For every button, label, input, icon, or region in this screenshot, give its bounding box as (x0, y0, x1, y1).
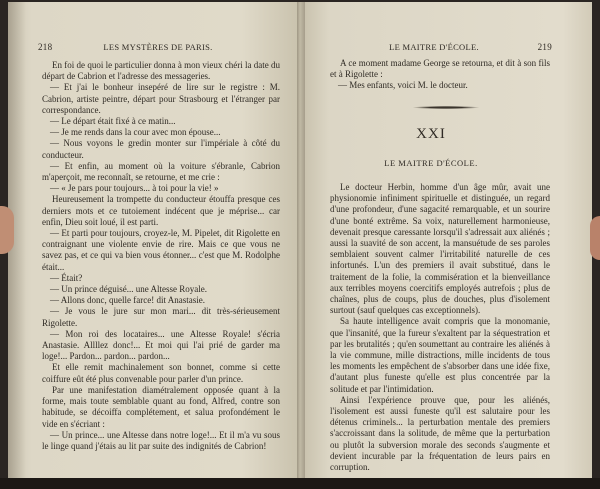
book-gutter (297, 2, 305, 480)
paragraph: Sa haute intelligence avait compris que la monomanie, que l'insanité, que la fureur s'exaltent par la séquestration et par les brutalités ; qu'en soumettant au contraire les aliénés à la vie commune, mille distractions, mille incidents de tous les moments les empêchent de s'absorber dans une idée fixe, d'autant plus funeste qu'elle est plus concentrée par la solitude et par l'intimidation. (330, 316, 550, 394)
running-head-title-left: LES MYSTÈRES DE PARIS. (103, 42, 213, 52)
paragraph: En foi de quoi le particulier donna à mon vieux chéri la date du départ de Cabrion et l'adresse des messageries. (42, 60, 280, 82)
left-page-text (42, 60, 280, 452)
running-head-title-right: LE MAITRE D'ÉCOLE. (389, 42, 479, 52)
right-page (300, 2, 592, 480)
page-number-right: 219 (537, 42, 552, 52)
right-page-intro (330, 58, 550, 92)
paragraph: Et elle remit machinalement son bonnet, comme si cette coiffure eût été plus convenable pour parler d'un prince. (42, 362, 280, 384)
paragraph: — Le départ était fixé à ce matin... (50, 116, 176, 127)
paragraph: — Mon roi des locataires... une Altesse Royale! s'écria Anastasie. Allllez donc!... Et moi qui l'ai prié de garder ma loge!... Pardon... pardon... pardon... (42, 328, 280, 362)
paragraph: Le docteur Herbin, homme d'un âge mûr, avait une physionomie infiniment spirituelle et distinguée, un regard d'une profondeur, d'une sagacité remarquable, et un sourire d'une bonté extrême. Sa voix, naturellement harmonieuse, devenait presque caressante lorsqu'il s'adressait aux aliénés ; aussi la suavité de son accent, la mansuétude de ses paroles semblaient souvent calmer l'irritabilité naturelle de ces infortunés. L'un des premiers il avait substitué, dans le traitement de la folie, la commisération et la bienveillance aux terribles moyens coercitifs employés autrefois ; plus de chaînes, plus de coups, plus de douches, plus d'isolement surtout (sauf quelques cas exceptionnels). (330, 182, 550, 316)
paragraph: Par une manifestation diamétralement opposée quant à la forme, mais toute semblable quant au fond, Alfred, contre son habitude, se décoiffa complétement, et salua profondément le vide en s'écriant : (42, 384, 280, 429)
paragraph: Ainsi l'expérience prouve que, pour les aliénés, l'isolement est aussi funeste qu'il est salutaire pour les détenus criminels... la perturbation mentale des premiers s'accroissant dans la solitude, de même que la perturbation ou plutôt la subversion morale des seconds s'augmente et devient incurable par la fréquentation de leurs pairs en corruption. (330, 394, 550, 473)
paragraph: — Je vous le jure sur mon mari... dit très-sérieusement Rigolette. (42, 306, 280, 328)
paragraph: — Mes enfants, voici M. le docteur. (338, 80, 468, 91)
right-thumb (590, 216, 600, 260)
paragraph: — Était? (50, 272, 83, 283)
paragraph: — Nous voyons le gredin monter sur l'impériale à côté du conducteur. (42, 138, 280, 160)
paragraph: — Et enfin, au moment où la voiture s'ébranle, Cabrion m'aperçoit, me reconnaît, se retourne, et me crie : (42, 160, 280, 183)
page-number-left: 218 (38, 42, 53, 52)
paragraph: — Et j'ai le bonheur insepéré de lire sur le registre : M. Cabrion, artiste peintre, départ pour Strasbourg et l'étranger par correspondance. (42, 82, 280, 115)
chapter-number: XXI (416, 126, 446, 142)
left-page (8, 2, 300, 480)
chapter-title: LE MAITRE D'ÉCOLE. (384, 158, 478, 168)
paragraph: — Un prince... une Altesse dans notre loge!... Et il m'a vu sous le linge quand j'étais au lit par suite des indignités de Cabrion! (42, 429, 280, 451)
right-page-text (330, 182, 550, 473)
paragraph: — Un prince déguisé... une Altesse Royale. (50, 284, 207, 295)
paragraph: A ce moment madame George se retourna, et dit à son fils et à Rigolette : (330, 58, 550, 80)
paragraph: Heureusement la trompette du conducteur étouffa presque ces derniers mots et ce tutoiement indécent que je méprise... car enfin, Dieu soit loué, il est parti. (42, 194, 280, 227)
left-thumb (0, 206, 14, 254)
paragraph: — Je me rends dans la cour avec mon épouse... (50, 127, 221, 138)
table-surface (0, 478, 600, 489)
paragraph: — « Je pars pour toujours... à toi pour la vie! » (50, 183, 219, 194)
section-divider-ornament (412, 106, 480, 109)
paragraph: — Allons donc, quelle farce! dit Anastasie. (50, 295, 205, 306)
open-book (8, 2, 592, 480)
paragraph: — Et parti pour toujours, croyez-le, M. Pipelet, dit Rigolette en contraignant une violente envie de rire. Mais ce que vous ne savez pas, et ce qui va bien vous étonner... c'est que M. Rodolphe était... (42, 228, 280, 272)
